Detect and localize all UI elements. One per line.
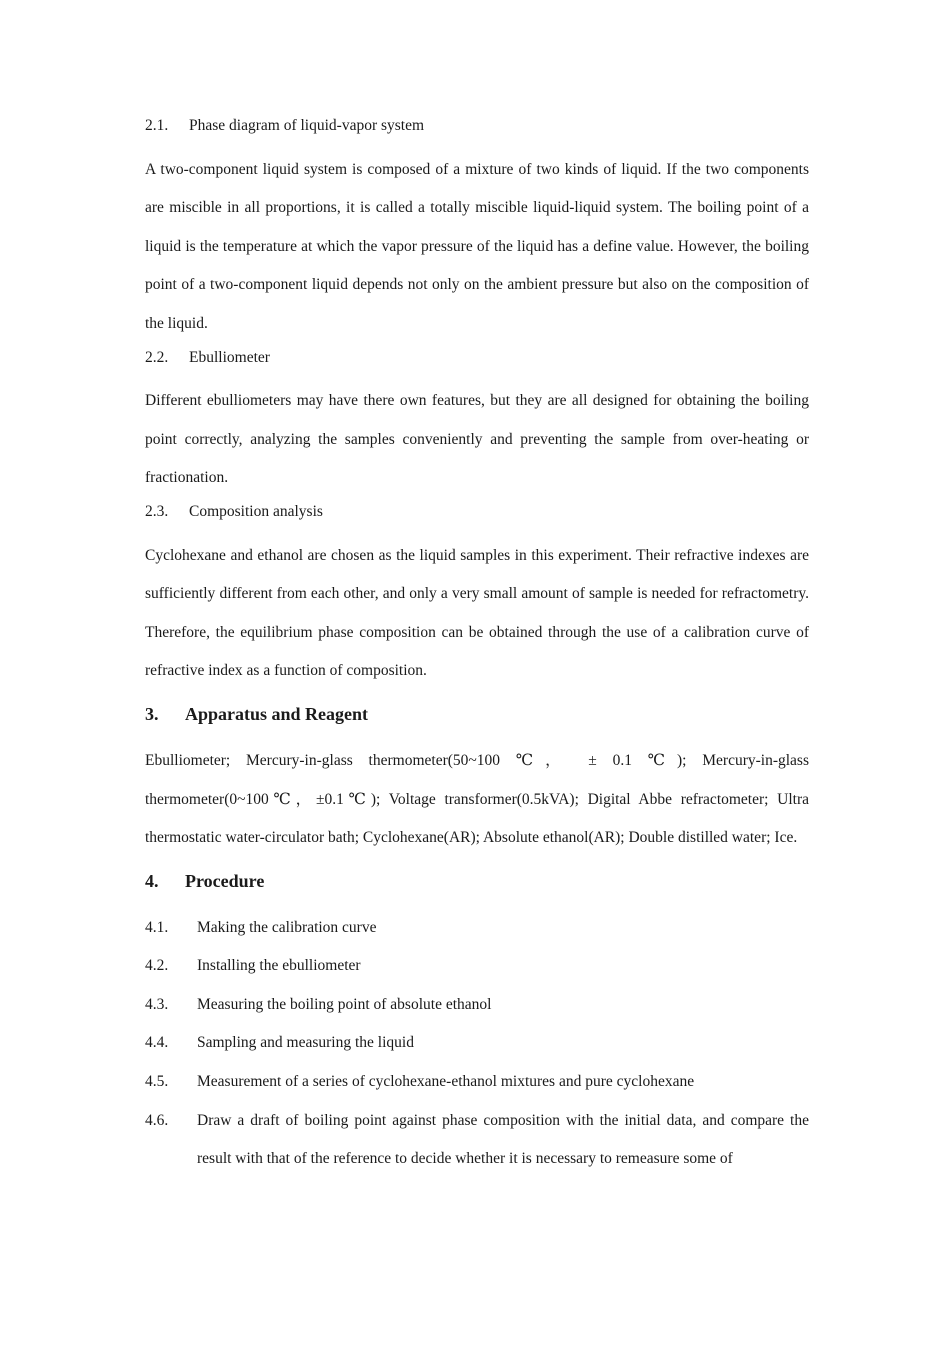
- paragraph-composition-analysis: Cyclohexane and ethanol are chosen as the liquid samples in this experiment. Their refractive indexes are sufficiently different from each other, and only a very small amount of sample is needed for refractometry. Therefore, the equilibrium phase composition can be obtained through the use of a calibration curve of refractive index as a function of composition.: [145, 546, 809, 680]
- paragraph-phase-diagram: A two-component liquid system is composed of a mixture of two kinds of liquid. If the two components are miscible in all proportions, it is called a totally miscible liquid-liquid system. The boiling point of a liquid is the temperature at which the vapor pressure of the liquid has a define value. However, the boiling point of a two-component liquid depends not only on the ambient pressure but also on the composition of the liquid.: [145, 160, 809, 332]
- section-heading-3: [145, 698, 809, 730]
- procedure-item: [145, 1063, 809, 1102]
- procedure-item-number: 4.6.: [145, 1111, 169, 1129]
- procedure-item-text: Sampling and measuring the liquid: [197, 1034, 414, 1052]
- procedure-list: [145, 909, 809, 1179]
- procedure-item-number: 4.3.: [145, 995, 169, 1013]
- procedure-item-text: Measurement of a series of cyclohexane-ethanol mixtures and pure cyclohexane: [197, 1073, 695, 1091]
- subsection-number: 2.1.: [145, 117, 169, 134]
- section-title: Procedure: [185, 870, 265, 891]
- section-number: 3.: [145, 703, 159, 724]
- subsection-title: Composition analysis: [189, 502, 323, 520]
- subsection-title: Ebulliometer: [189, 348, 270, 366]
- procedure-item-number: 4.5.: [145, 1073, 169, 1091]
- paragraph-apparatus: Ebulliometer; Mercury-in-glass thermometer(50~100 ℃， ± 0.1 ℃); Mercury-in-glass thermometer(0~100℃，±0.1℃); Voltage transformer(0.5kVA); Digital Abbe refractometer; Ultra thermostatic water-circulator bath; Cyclohexane(AR); Absolute ethanol(AR); Double distilled water; Ice.: [145, 751, 809, 847]
- procedure-item-number: 4.2.: [145, 957, 169, 975]
- procedure-item: [145, 986, 809, 1025]
- subsection-title: Phase diagram of liquid-vapor system: [189, 117, 425, 134]
- procedure-item: [145, 1024, 809, 1063]
- procedure-item: [145, 909, 809, 948]
- subsection-heading-2-1: [145, 112, 809, 140]
- subsection-heading-2-2: [145, 344, 809, 372]
- subsection-number: 2.2.: [145, 348, 169, 366]
- subsection-heading-2-3: [145, 498, 809, 526]
- procedure-item-text: Draw a draft of boiling point against phase composition with the initial data, and compare the result with that of the reference to decide whether it is necessary to remeasure some of: [197, 1111, 809, 1168]
- procedure-item-number: 4.1.: [145, 918, 169, 936]
- procedure-item-text: Installing the ebulliometer: [197, 957, 361, 975]
- procedure-item-text: Making the calibration curve: [197, 918, 377, 936]
- procedure-item: [145, 947, 809, 986]
- procedure-item-number: 4.4.: [145, 1034, 169, 1052]
- section-title: Apparatus and Reagent: [185, 703, 369, 724]
- document-page: [145, 112, 809, 1179]
- subsection-number: 2.3.: [145, 502, 169, 520]
- section-heading-4: [145, 865, 809, 897]
- section-number: 4.: [145, 870, 159, 891]
- procedure-item-text: Measuring the boiling point of absolute ethanol: [197, 995, 492, 1013]
- paragraph-ebulliometer: Different ebulliometers may have there own features, but they are all designed for obtaining the boiling point correctly, analyzing the samples conveniently and preventing the sample from over-heating or fractionation.: [145, 392, 809, 487]
- procedure-item: [145, 1102, 809, 1179]
